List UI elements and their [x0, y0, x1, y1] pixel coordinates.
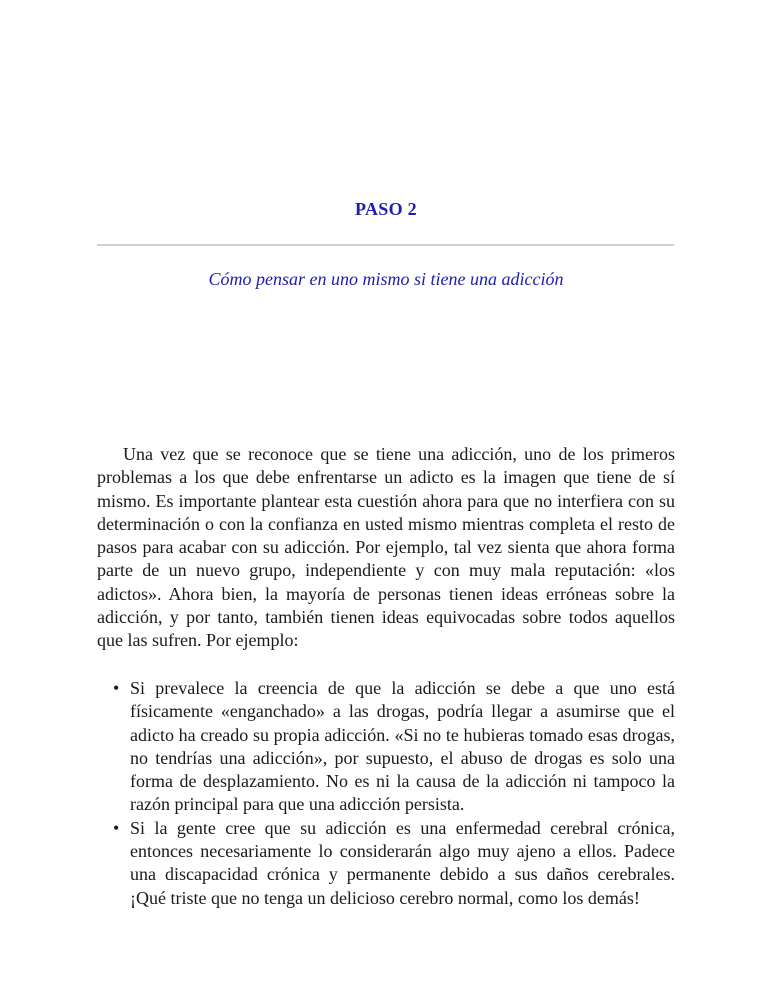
bullet-icon: •	[113, 678, 120, 698]
chapter-step-title: PASO 2	[355, 199, 417, 219]
bullet-text: Si la gente cree que su adicción es una enfermedad cerebral crónica, entonces necesariamente lo considerarán algo muy ajeno a ellos. Padece una discapacidad crónica y permanente debido a sus daños cerebrales. ¡Qué triste que no tenga un delicioso cerebro normal, como los demás!	[130, 817, 675, 908]
list-item	[97, 817, 675, 910]
bullet-list	[97, 677, 675, 910]
bullet-icon: •	[113, 817, 120, 838]
heading-divider	[97, 244, 674, 246]
intro-paragraph: Una vez que se reconoce que se tiene una adicción, uno de los primeros problemas a los que debe enfrentarse un adicto es la imagen que tiene de sí mismo. Es importante plantear esta cuestión ahora para que no interfiera con su determinación o con la confianza en usted mismo mientras completa el resto de pasos para acabar con su adicción. Por ejemplo, tal vez sienta que ahora forma parte de un nuevo grupo, independiente y con muy mala reputación: «los adictos». Ahora bien, la mayoría de personas tienen ideas erróneas sobre la adicción, y por tanto, también tienen ideas equivocadas sobre todos aquellos que las sufren. Por ejemplo:	[97, 444, 675, 651]
list-item	[97, 677, 675, 817]
chapter-subtitle: Cómo pensar en uno mismo si tiene una adicción	[208, 269, 564, 289]
bullet-text: Si prevalece la creencia de que la adicción se debe a que uno está físicamente «enganchado» a las drogas, podría llegar a asumirse que el adicto ha creado su propia adicción. «Si no te hubieras tomado esas drogas, no tendrías una adicción», por supuesto, el abuso de drogas es solo una forma de desplazamiento. No es ni la causa de la adicción ni tampoco la razón principal para que una adicción persista.	[130, 678, 675, 815]
